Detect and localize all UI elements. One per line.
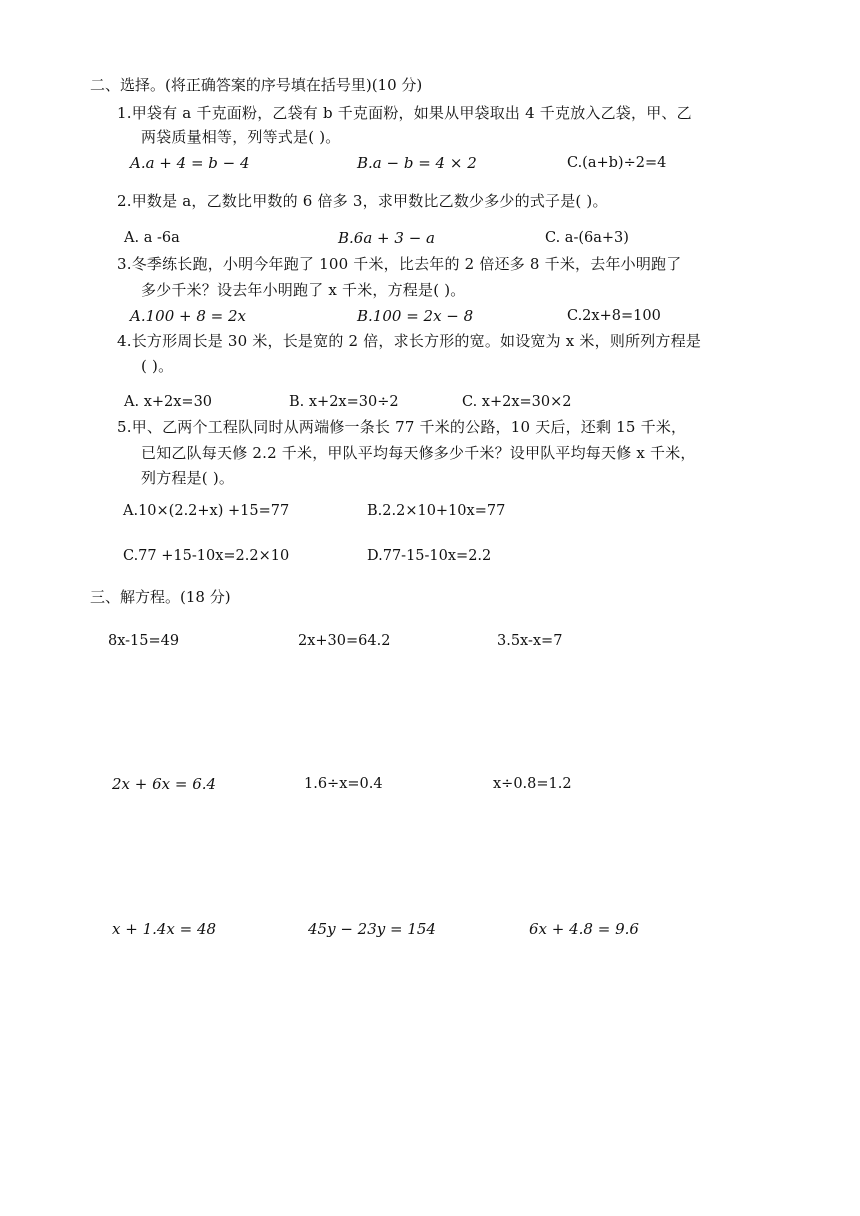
q4-option-b: B. x+2x=30÷2: [289, 394, 399, 410]
q3-text-line2: 多少千米？设去年小明跑了 x 千米，方程是( )。: [141, 281, 466, 299]
equation-2: 2x+30=64.2: [298, 633, 391, 649]
q1-option-c: C.(a+b)÷2=4: [567, 155, 667, 171]
q2-option-c: C. a-(6a+3): [545, 230, 629, 246]
equation-8: 45y − 23y = 154: [308, 920, 436, 938]
q4-text-line2: ( )。: [141, 357, 174, 375]
q1-text-line1: 1.甲袋有 a 千克面粉，乙袋有 b 千克面粉，如果从甲袋取出 4 千克放入乙袋，甲、乙: [117, 104, 692, 122]
q5-option-d: D.77-15-10x=2.2: [367, 548, 492, 564]
equation-7: x + 1.4x = 48: [112, 920, 217, 938]
equation-3: 3.5x-x=7: [497, 633, 563, 649]
q5-text-line1: 5.甲、乙两个工程队同时从两端修一条长 77 千米的公路，10 天后，还剩 15 千米，: [117, 418, 687, 436]
q4-text-line1: 4.长方形周长是 30 米，长是宽的 2 倍，求长方形的宽。如设宽为 x 米，则所列方程是: [117, 332, 702, 350]
q5-option-c: C.77 +15-10x=2.2×10: [123, 548, 290, 564]
equation-9: 6x + 4.8 = 9.6: [529, 920, 639, 938]
q5-option-b: B.2.2×10+10x=77: [367, 503, 506, 519]
q5-text-line2: 已知乙队每天修 2.2 千米，甲队平均每天修多少千米？设甲队平均每天修 x 千米，: [141, 444, 696, 462]
section3-title: 三、解方程。(18 分): [90, 588, 231, 606]
q4-option-a: A. x+2x=30: [124, 394, 213, 410]
q4-option-c: C. x+2x=30×2: [462, 394, 572, 410]
q2-text-line1: 2.甲数是 a，乙数比甲数的 6 倍多 3，求甲数比乙数少多少的式子是( )。: [117, 192, 608, 210]
q3-option-c: C.2x+8=100: [567, 308, 661, 324]
equation-1: 8x-15=49: [108, 633, 180, 649]
q2-option-b: B.6a + 3 − a: [338, 229, 435, 247]
equation-6: x÷0.8=1.2: [493, 776, 572, 792]
q3-text-line1: 3.冬季练长跑，小明今年跑了 100 千米，比去年的 2 倍还多 8 千米，去年小明跑了: [117, 255, 682, 273]
equation-4: 2x + 6x = 6.4: [112, 775, 217, 793]
q2-option-a: A. a -6a: [124, 230, 180, 246]
q3-option-b: B.100 = 2x − 8: [357, 307, 474, 325]
q1-text-line2: 两袋质量相等，列等式是( )。: [141, 128, 341, 146]
q3-option-a: A.100 + 8 = 2x: [130, 307, 246, 325]
section2-title: 二、选择。(将正确答案的序号填在括号里)(10 分): [90, 76, 423, 94]
q5-text-line3: 列方程是( )。: [141, 469, 235, 487]
q1-option-a: A.a + 4 = b − 4: [130, 154, 250, 172]
equation-5: 1.6÷x=0.4: [304, 776, 383, 792]
q5-option-a: A.10×(2.2+x) +15=77: [123, 503, 290, 519]
q1-option-b: B.a − b = 4 × 2: [357, 154, 477, 172]
